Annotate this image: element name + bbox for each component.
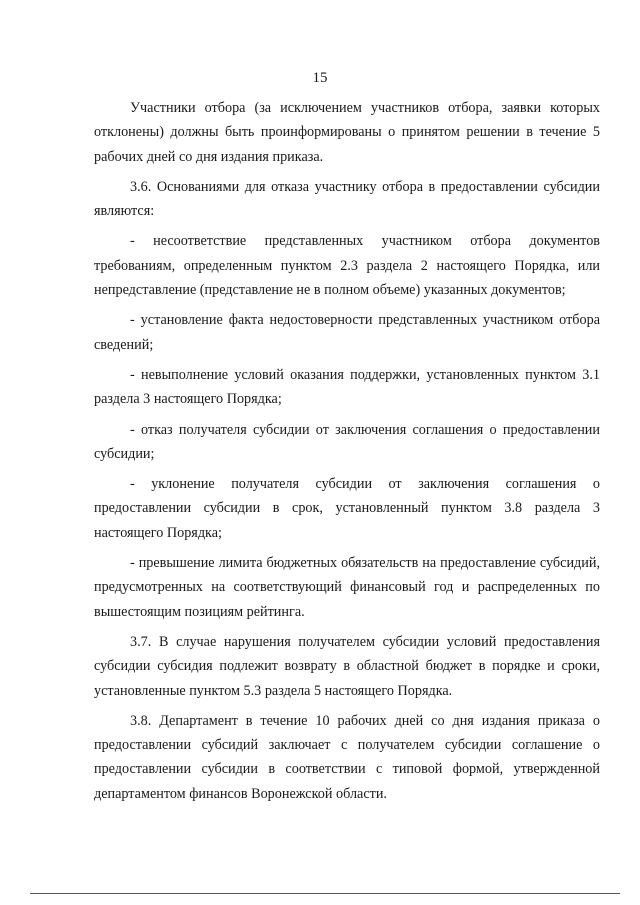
paragraph-clause-3-8: 3.8. Департамент в течение 10 рабочих дней со дня издания приказа о предоставлении субсидий заключает с получателем субсидии соглашение о предоставлении субсидии в соответствии с типовой формой, утвержденной департаментом финансов Воронежской области. <box>94 712 600 802</box>
paragraph-clause-3-6: 3.6. Основаниями для отказа участнику отбора в предоставлении субсидии являются: <box>94 178 600 220</box>
document-body <box>94 96 600 812</box>
bottom-divider <box>30 893 620 894</box>
list-item-budget-limit: - превышение лимита бюджетных обязательств на предоставление субсидий, предусмотренных на соответствующий финансовый год и распределенных по вышестоящим позициям рейтинга. <box>94 555 600 620</box>
page-number: 15 <box>312 70 328 86</box>
list-item-noncompliance: - несоответствие представленных участником отбора документов требованиям, определенным пунктом 2.3 раздела 2 настоящего Порядка, или непредставление (представление не в полном объеме) указанных документов; <box>94 233 600 299</box>
list-item-unreliable-info: - установление факта недостоверности представленных участником отбора сведений; <box>94 312 600 353</box>
list-item-conditions-not-met: - невыполнение условий оказания поддержки, установленных пунктом 3.1 раздела 3 настоящего Порядка; <box>94 366 600 408</box>
paragraph-clause-3-7: 3.7. В случае нарушения получателем субсидии условий предоставления субсидии субсидия подлежит возврату в областной бюджет в порядке и сроки, установленные пунктом 5.3 раздела 5 настоящего Порядка. <box>94 633 600 699</box>
list-item-evasion-agreement: - уклонение получателя субсидии от заключения соглашения о предоставлении субсидии в срок, установленный пунктом 3.8 раздела 3 настоящего Порядка; <box>94 476 600 541</box>
list-item-refusal-agreement: - отказ получателя субсидии от заключения соглашения о предоставлении субсидии; <box>94 421 600 462</box>
paragraph-notification: Участники отбора (за исключением участников отбора, заявки которых отклонены) должны быть проинформированы о принятом решении в течение 5 рабочих дней со дня издания приказа. <box>94 100 600 165</box>
